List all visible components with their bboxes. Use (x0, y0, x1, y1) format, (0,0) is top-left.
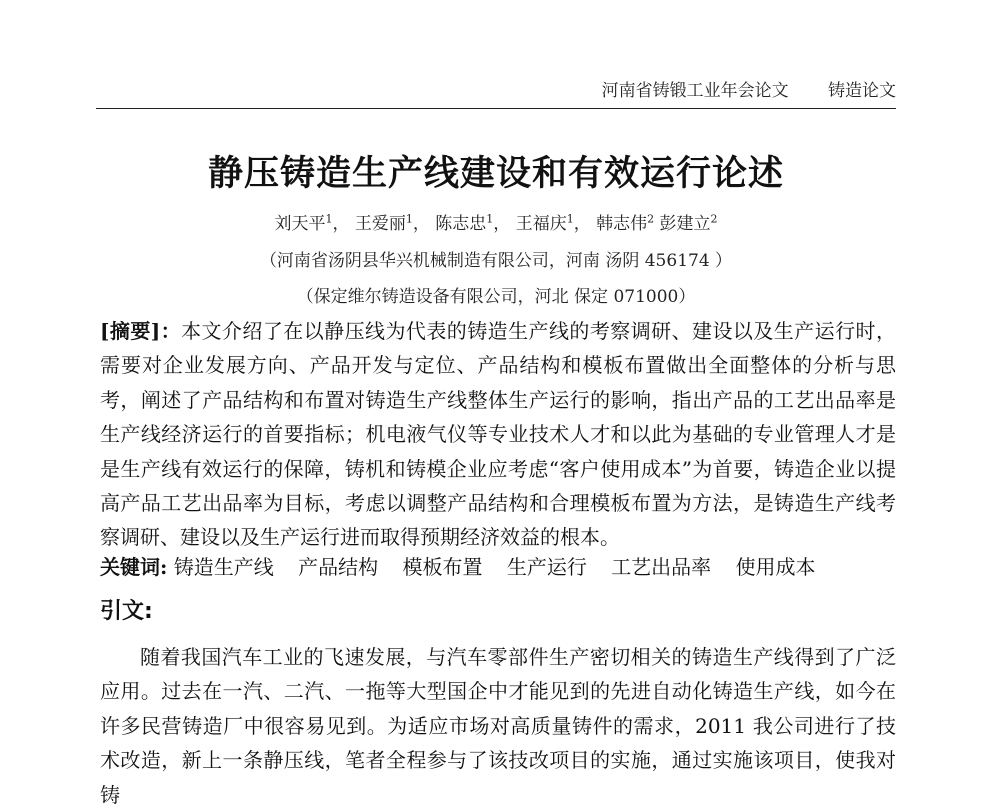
author-name: 王爱丽 (354, 214, 406, 234)
section-heading: 引文: (100, 599, 153, 624)
header-rule (96, 108, 896, 109)
author-separator: ， (573, 214, 591, 234)
author-affiliation-mark: 1 (486, 212, 494, 226)
keywords-label: 关键词: (100, 555, 168, 579)
header-conference: 河南省铸锻工业年会论文 (601, 81, 789, 101)
running-header (96, 76, 896, 102)
keyword: 模板布置 (402, 555, 483, 579)
author-separator: ， (332, 214, 350, 234)
header-category: 铸造论文 (828, 81, 896, 101)
author-separator: ， (412, 214, 430, 234)
affiliation-2: （保定维尔铸造设备有限公司，河北 保定 071000） (296, 287, 696, 307)
keywords (100, 550, 896, 584)
affiliation-1: （河南省汤阴县华兴机械制造有限公司，河南 汤阴 456174 ） (259, 251, 733, 271)
keyword: 产品结构 (298, 555, 379, 579)
author-affiliation-mark: 2 (710, 212, 718, 226)
author-affiliation-mark: 2 (647, 212, 655, 226)
author-affiliation-mark: 1 (405, 212, 413, 226)
author-list (96, 209, 896, 234)
author-affiliation-mark: 1 (325, 212, 333, 226)
author-separator: ， (493, 214, 511, 234)
author-name: 刘天平 (274, 214, 326, 234)
abstract-label: [摘要]： (100, 319, 182, 343)
abstract-text: 本文介绍了在以静压线为代表的铸造生产线的考察调研、建设以及生产运行时，需要对企业发展方向、产品开发与定位、产品结构和模板布置做出全面整体的分析与思考，阐述了产品结构和布置对铸造生产线整体生产运行的影响，指出产品的工艺出品率是生产线经济运行的首要指标；机电液气仪等专业技术人才和以此为基础的专业管理人才是是生产线有效运行的保障，铸机和铸模企业应考虑“客户使用成本”为首要，铸造企业以提高产品工艺出品率为目标，考虑以调整产品结构和合理模板布置为方法，是铸造生产线考察调研、建设以及生产运行进而取得预期经济效益的根本。 (100, 319, 896, 550)
author-name: 彭建立 (659, 214, 711, 234)
author-name: 王福庆 (515, 214, 567, 234)
author-name: 韩志伟 (596, 214, 648, 234)
abstract (100, 314, 896, 555)
keyword: 铸造生产线 (173, 555, 274, 579)
author-name: 陈志忠 (435, 214, 487, 234)
author-affiliation-mark: 1 (566, 212, 574, 226)
keyword: 生产运行 (506, 555, 587, 579)
keyword: 使用成本 (735, 555, 816, 579)
paper-title: 静压铸造生产线建设和有效运行论述 (207, 154, 784, 194)
body-paragraph: 随着我国汽车工业的飞速发展，与汽车零部件生产密切相关的铸造生产线得到了广泛应用。过去在一汽、二汽、一拖等大型国企中才能见到的先进自动化铸造生产线，如今在许多民营铸造厂中很容易见到。为适应市场对高质量铸件的需求，2011 我公司进行了技术改造，新上一条静压线，笔者全程参与了该技改项目的实施，通过实施该项目，使我对铸 (100, 645, 896, 807)
keyword: 工艺出品率 (611, 555, 712, 579)
